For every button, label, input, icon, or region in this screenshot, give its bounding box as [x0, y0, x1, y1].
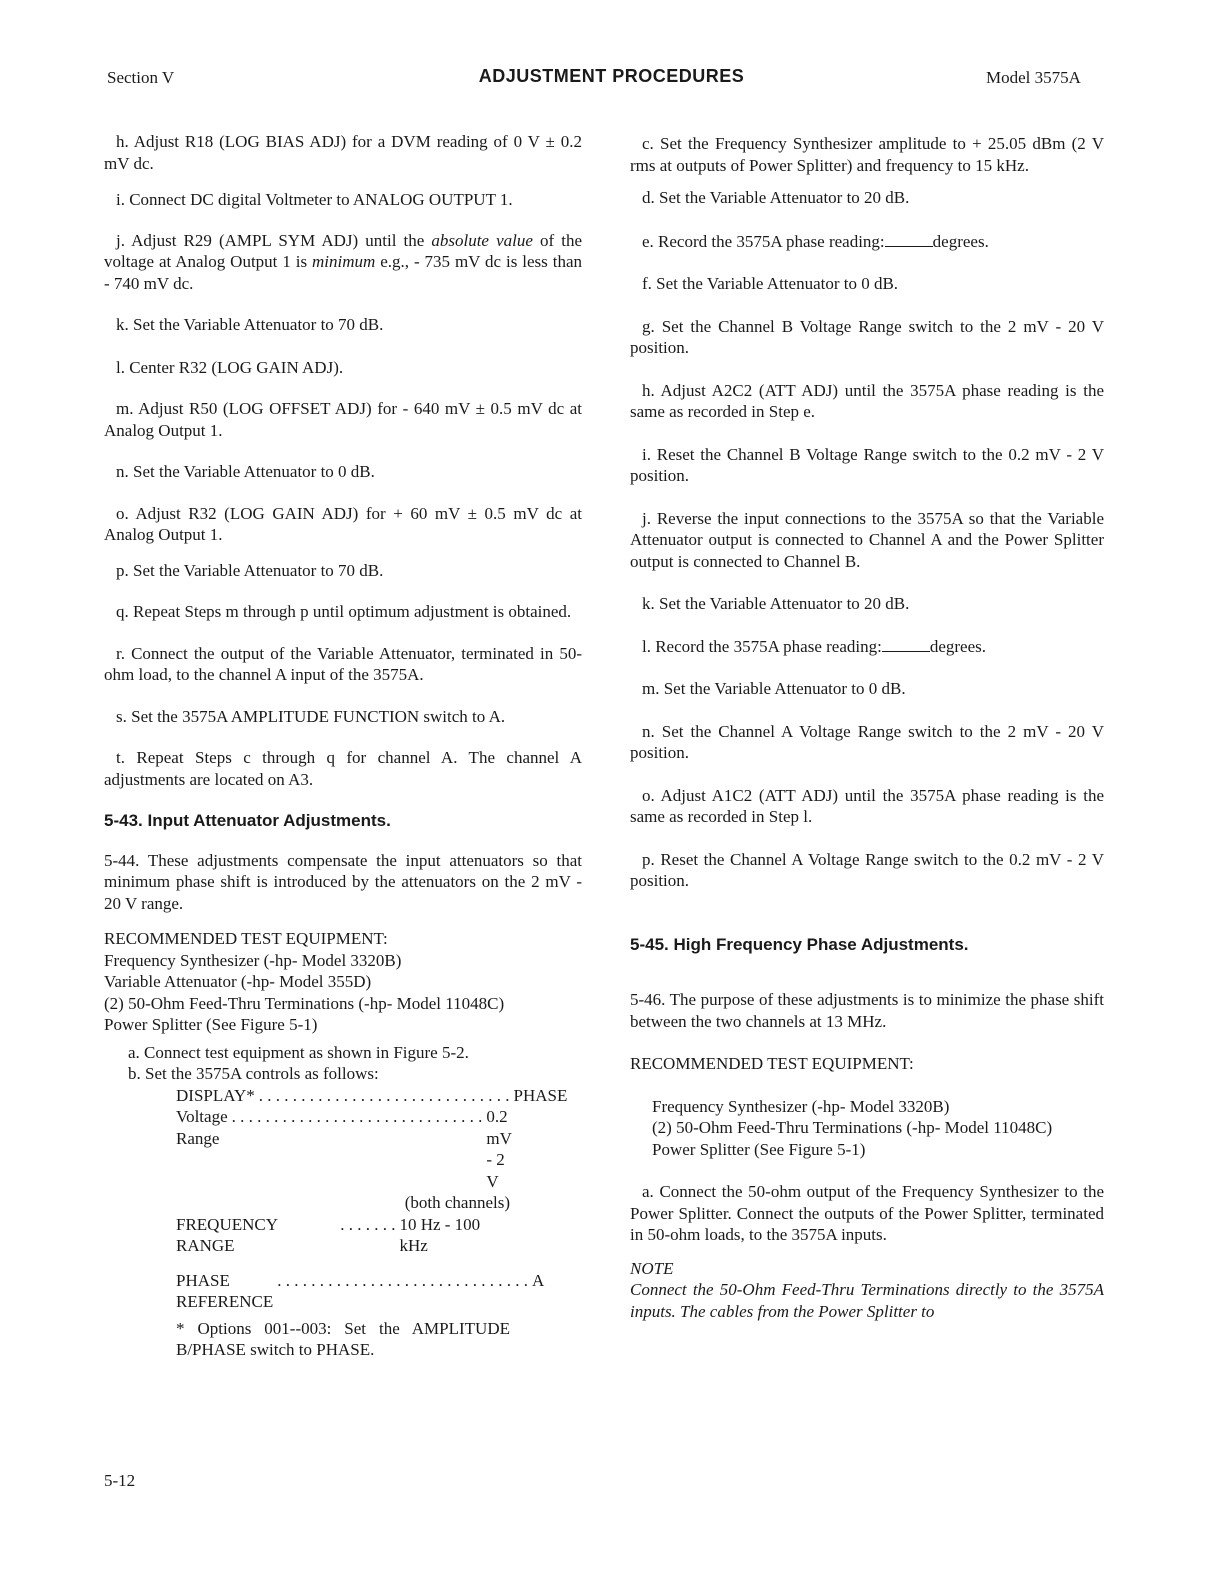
step-b: b. Set the 3575A controls as follows: [128, 1064, 379, 1083]
step-f: f. Set the Variable Attenuator to 0 dB. [642, 274, 899, 293]
equipment-item: Frequency Synthesizer (-hp- Model 3320B) [652, 1096, 950, 1116]
step-o: o. Adjust A1C2 (ATT ADJ) until the 3575A phase reading is the same as recorded in Step l. [630, 785, 1104, 826]
step-m: m. Adjust R50 (LOG OFFSET ADJ) for - 640 mV ± 0.5 mV dc at Analog Output 1. [104, 399, 582, 440]
page-title: ADJUSTMENT PROCEDURES [478, 66, 745, 86]
left-column [104, 131, 582, 1361]
right-column [630, 133, 1104, 1322]
step-s: s. Set the 3575A AMPLITUDE FUNCTION switch to A. [116, 706, 506, 726]
section-heading-5-45: 5-45. High Frequency Phase Adjustments. [630, 934, 969, 954]
note-text: Connect the 50-Ohm Feed-Thru Terminations directly to the 3575A inputs. The cables from the Power Splitter to [630, 1280, 1104, 1321]
equipment-item: Frequency Synthesizer (-hp- Model 3320B) [104, 950, 402, 970]
step-i: i. Connect DC digital Voltmeter to ANALOG OUTPUT 1. [116, 190, 513, 209]
equipment-item: (2) 50-Ohm Feed-Thru Terminations (-hp- Model 11048C) [104, 993, 505, 1013]
emphasis: absolute value [431, 230, 533, 250]
step-p: p. Set the Variable Attenuator to 70 dB. [116, 560, 384, 580]
settings-row [176, 1106, 510, 1192]
recommended-equipment-heading: RECOMMENDED TEST EQUIPMENT: [104, 929, 388, 948]
step-h: h. Adjust A2C2 (ATT ADJ) until the 3575A phase reading is the same as recorded in Step e. [630, 380, 1104, 421]
step-p: p. Reset the Channel A Voltage Range switch to the 0.2 mV - 2 V position. [630, 849, 1104, 890]
setting-label: DISPLAY* [176, 1085, 255, 1105]
step-n: n. Set the Channel A Voltage Range switch to the 2 mV - 20 V position. [630, 721, 1104, 762]
equipment-item: (2) 50-Ohm Feed-Thru Terminations (-hp- Model 11048C) [652, 1118, 1053, 1137]
setting-value: 10 Hz - 100 kHz [399, 1214, 481, 1255]
setting-label: PHASE REFERENCE [176, 1270, 274, 1311]
section-heading-5-43: 5-43. Input Attenuator Adjustments. [104, 811, 391, 830]
equipment-list [630, 1096, 1104, 1161]
equipment-item: Variable Attenuator (-hp- Model 355D) [104, 972, 372, 991]
step-e: e. Record the 3575A phase reading: degrees. [642, 231, 989, 251]
step-q: q. Repeat Steps m through p until optimum adjustment is obtained. [116, 602, 572, 621]
page-number: 5-12 [104, 1471, 136, 1490]
recommended-equipment-heading: RECOMMENDED TEST EQUIPMENT: [630, 1054, 914, 1073]
equipment-item: Power Splitter (See Figure 5-1) [652, 1139, 866, 1159]
leader-dots: . . . . . . . [340, 1214, 396, 1234]
leader-dots: . . . . . . . . . . . . . . . . . . . . . . . . . . . . . . [277, 1270, 529, 1290]
emphasis: minimum [312, 252, 376, 271]
step-l: l. Record the 3575A phase reading: degrees. [642, 636, 986, 656]
step-k: k. Set the Variable Attenuator to 70 dB. [116, 315, 384, 334]
settings-table [176, 1085, 568, 1361]
note-title: NOTE [630, 1258, 674, 1278]
setting-label: FREQUENCY RANGE [176, 1214, 278, 1255]
step-a: a. Connect test equipment as shown in Figure 5-2. [128, 1042, 469, 1062]
section-label: Section V [107, 68, 175, 87]
model-label: Model 3575A [986, 68, 1081, 87]
setting-value: PHASE [513, 1085, 568, 1105]
blank-line [885, 232, 933, 247]
step-c: c. Set the Frequency Synthesizer amplitude to + 25.05 dBm (2 V rms at outputs of Power Splitter) and frequency to 15 kHz. [630, 134, 1104, 175]
setting-value: A [532, 1270, 545, 1290]
step-m: m. Set the Variable Attenuator to 0 dB. [642, 679, 906, 698]
step-j: j. Adjust R29 (AMPL SYM ADJ) until the absolute value of the voltage at Analog Output 1 is minimum e.g., - 735 mV dc is less than - 740 mV dc. [104, 230, 582, 293]
step-t: t. Repeat Steps c through q for channel A. The channel A adjustments are located on A3. [104, 748, 582, 789]
step-n: n. Set the Variable Attenuator to 0 dB. [116, 462, 375, 481]
step-g: g. Set the Channel B Voltage Range switch to the 2 mV - 20 V position. [630, 316, 1104, 357]
leader-dots: . . . . . . . . . . . . . . . . . . . . . . . . . . . . . . [258, 1085, 510, 1105]
paragraph-5-46: 5-46. The purpose of these adjustments is to minimize the phase shift between the two channels at 13 MHz. [630, 990, 1104, 1031]
blank-line [882, 637, 930, 652]
equipment-item: Power Splitter (See Figure 5-1) [104, 1015, 318, 1034]
step-k: k. Set the Variable Attenuator to 20 dB. [642, 594, 910, 613]
settings-row [176, 1085, 568, 1107]
settings-row [176, 1270, 545, 1313]
step-i: i. Reset the Channel B Voltage Range switch to the 0.2 mV - 2 V position. [630, 444, 1104, 485]
step-d: d. Set the Variable Attenuator to 20 dB. [642, 188, 910, 207]
step-h: h. Adjust R18 (LOG BIAS ADJ) for a DVM reading of 0 V ± 0.2 mV dc. [104, 132, 582, 173]
paragraph-5-44: 5-44. These adjustments compensate the input attenuators so that minimum phase shift is introduced by the attenuators on the 2 mV - 20 V range. [104, 850, 582, 913]
options-footnote: * Options 001--003: Set the AMPLITUDE B/PHASE switch to PHASE. [176, 1318, 510, 1359]
setting-value: 0.2 mV - 2 V [486, 1107, 512, 1191]
step-r: r. Connect the output of the Variable Attenuator, terminated in 50-ohm load, to the channel A input of the 3575A. [104, 643, 582, 684]
step-l: l. Center R32 (LOG GAIN ADJ). [116, 357, 344, 377]
settings-row [176, 1214, 510, 1257]
setting-label: Voltage Range [176, 1107, 228, 1148]
step-o: o. Adjust R32 (LOG GAIN ADJ) for + 60 mV ± 0.5 mV dc at Analog Output 1. [104, 503, 582, 544]
step-a: a. Connect the 50-ohm output of the Frequency Synthesizer to the Power Splitter. Connect the outputs of the Power Splitter, terminated in 50-ohm loads, to the 3575A inputs. [630, 1182, 1104, 1244]
settings-row [176, 1192, 510, 1214]
setting-value: (both channels) [404, 1193, 510, 1212]
step-j: j. Reverse the input connections to the 3575A so that the Variable Attenuator output is connected to Channel A and the Power Splitter output is connected to Channel B. [630, 508, 1104, 571]
leader-dots: . . . . . . . . . . . . . . . . . . . . . . . . . . . . . . [231, 1107, 483, 1126]
